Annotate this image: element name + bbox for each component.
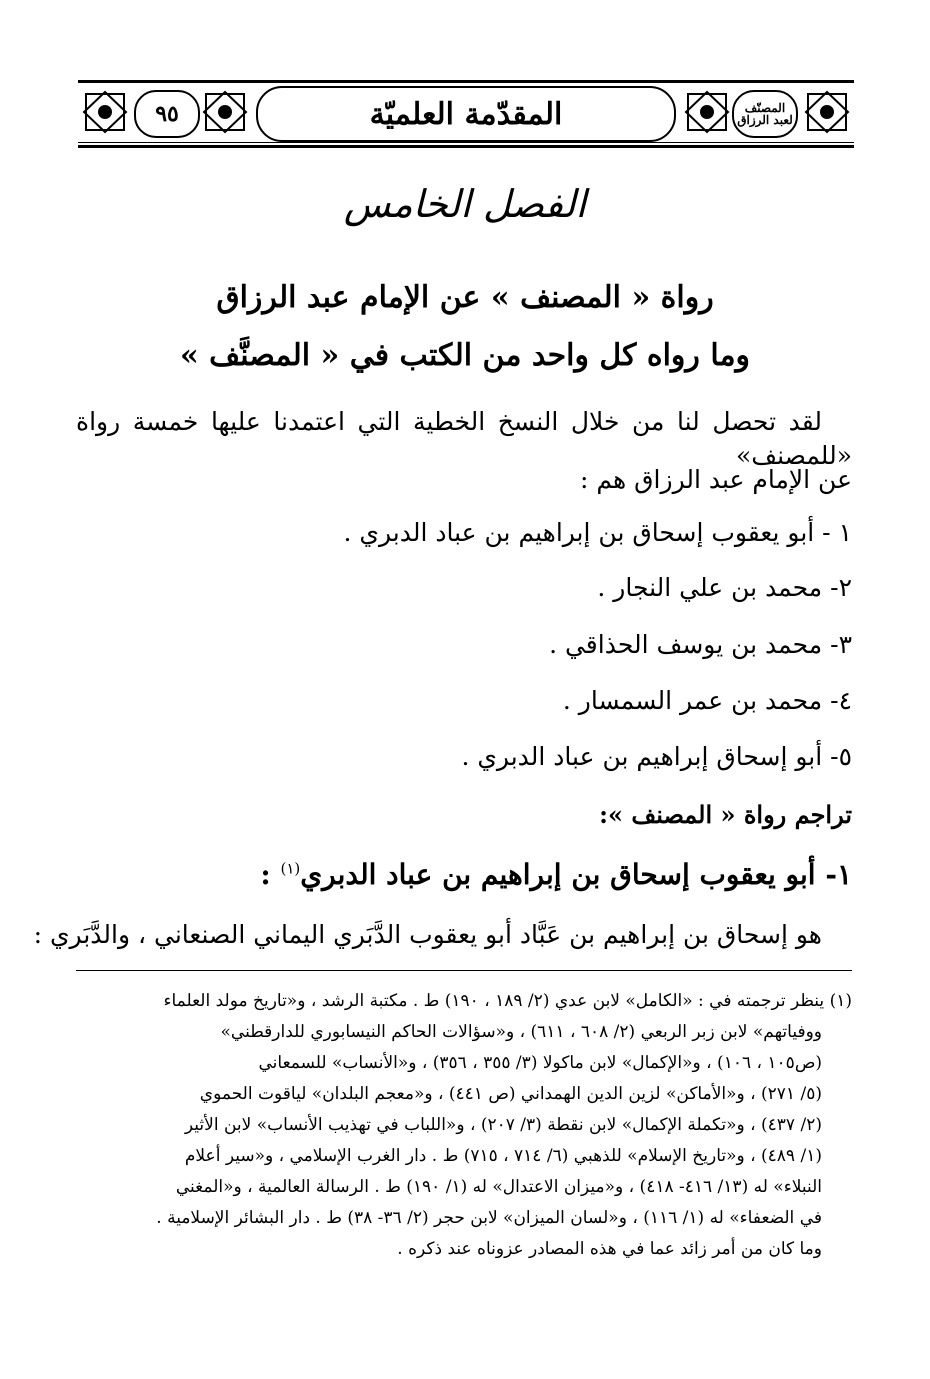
footnote-line: وما كان من أمر زائد عما في هذه المصادر عزوناه عند ذكره .: [397, 1239, 822, 1259]
logo-line-1: المصنّف: [744, 101, 786, 115]
biographies-heading: تراجم رواة « المصنف »:: [599, 800, 852, 829]
page-header: [78, 80, 854, 148]
bio-title-suffix: :: [260, 858, 281, 891]
list-item: ٢- محمد بن علي النجار .: [597, 573, 852, 602]
page-number: ٩٥: [134, 90, 200, 138]
chapter-title: الفصل الخامس: [343, 182, 587, 226]
footnote: [76, 986, 852, 1265]
footnote-divider: [76, 970, 852, 971]
running-title: المقدّمة العلميّة: [256, 86, 676, 142]
footnote-line: النبلاء» له (١٣/ ٤١٦- ٤١٨) ، و«ميزان الاعتدال» له (١/ ١٩٠) ط . الرسالة العالمية ، و«المغني: [175, 1177, 822, 1197]
footnote-line: (١) ينظر ترجمته في : «الكامل» لابن عدي (٢/ ١٨٩ ، ١٩٠) ط . مكتبة الرشد ، و«تاريخ مولد العلماء: [163, 991, 852, 1011]
header-rule-bottom-thin: [78, 142, 854, 143]
footnote-ref[interactable]: (١): [280, 859, 301, 878]
bio-title: [260, 858, 852, 891]
ornament-icon: [802, 88, 852, 136]
list-item: ٣- محمد بن يوسف الحذاقي .: [549, 630, 852, 659]
bio-title-text: ١- أبو يعقوب إسحاق بن إبراهيم بن عباد الدبري: [300, 858, 852, 891]
ornament-icon: [682, 88, 732, 136]
bio-text: هو إسحاق بن إبراهيم بن عَبَّاد أبو يعقوب الدَّبَري اليماني الصنعاني ، والدَّبَري :: [33, 920, 822, 949]
section-heading-1: رواة « المصنف » عن الإمام عبد الرزاق: [216, 280, 714, 315]
footnote-line: (١/ ٤٨٩) ، و«تاريخ الإسلام» للذهبي (٦/ ٧١٤ ، ٧١٥) ط . دار الغرب الإسلامي ، و«سير أعلام: [184, 1146, 822, 1166]
footnote-line: في الضعفاء» له (١/ ١١٦) ، و«لسان الميزان» لابن حجر (٢/ ٣٦- ٣٨) ط . دار البشائر الإسلامية .: [156, 1208, 822, 1228]
header-rule-bottom: [78, 145, 854, 148]
intro-line-2: عن الإمام عبد الرزاق هم :: [580, 465, 852, 494]
section-heading-2: وما رواه كل واحد من الكتب في « المصنَّف »: [179, 338, 751, 373]
intro-line-1: لقد تحصل لنا من خلال النسخ الخطية التي اعتمدنا عليها خمسة رواة «للمصنف»: [76, 407, 852, 470]
header-rule-top: [78, 80, 854, 83]
list-item: ١ - أبو يعقوب إسحاق بن إبراهيم بن عباد الدبري .: [343, 518, 852, 547]
list-item: ٤- محمد بن عمر السمسار .: [562, 686, 852, 715]
footnote-line: (٥/ ٢٧١) ، و«الأماكن» لزين الدين الهمداني (ص ٤٤١) ، و«معجم البلدان» لياقوت الحموي: [199, 1084, 822, 1104]
book-logo: [732, 90, 798, 138]
ornament-icon: [80, 88, 130, 136]
footnote-line: (٢/ ٤٣٧) ، و«تكملة الإكمال» لابن نقطة (٣/ ٢٠٧) ، و«اللباب في تهذيب الأنساب» لابن الأثير: [184, 1115, 822, 1135]
footnote-line: ووفياتهم» لابن زبر الربعي (٢/ ٦٠٨ ، ٦١١) ، و«سؤالات الحاكم النيسابوري للدارقطني»: [220, 1022, 822, 1042]
ornament-icon: [200, 88, 250, 136]
list-item: ٥- أبو إسحاق إبراهيم بن عباد الدبري .: [461, 742, 852, 771]
footnote-line: (ص١٠٥ ، ١٠٦) ، و«الإكمال» لابن ماكولا (٣/ ٣٥٥ ، ٣٥٦) ، و«الأنساب» للسمعاني: [258, 1053, 822, 1073]
logo-line-2: لعبد الرزاق: [737, 113, 793, 127]
